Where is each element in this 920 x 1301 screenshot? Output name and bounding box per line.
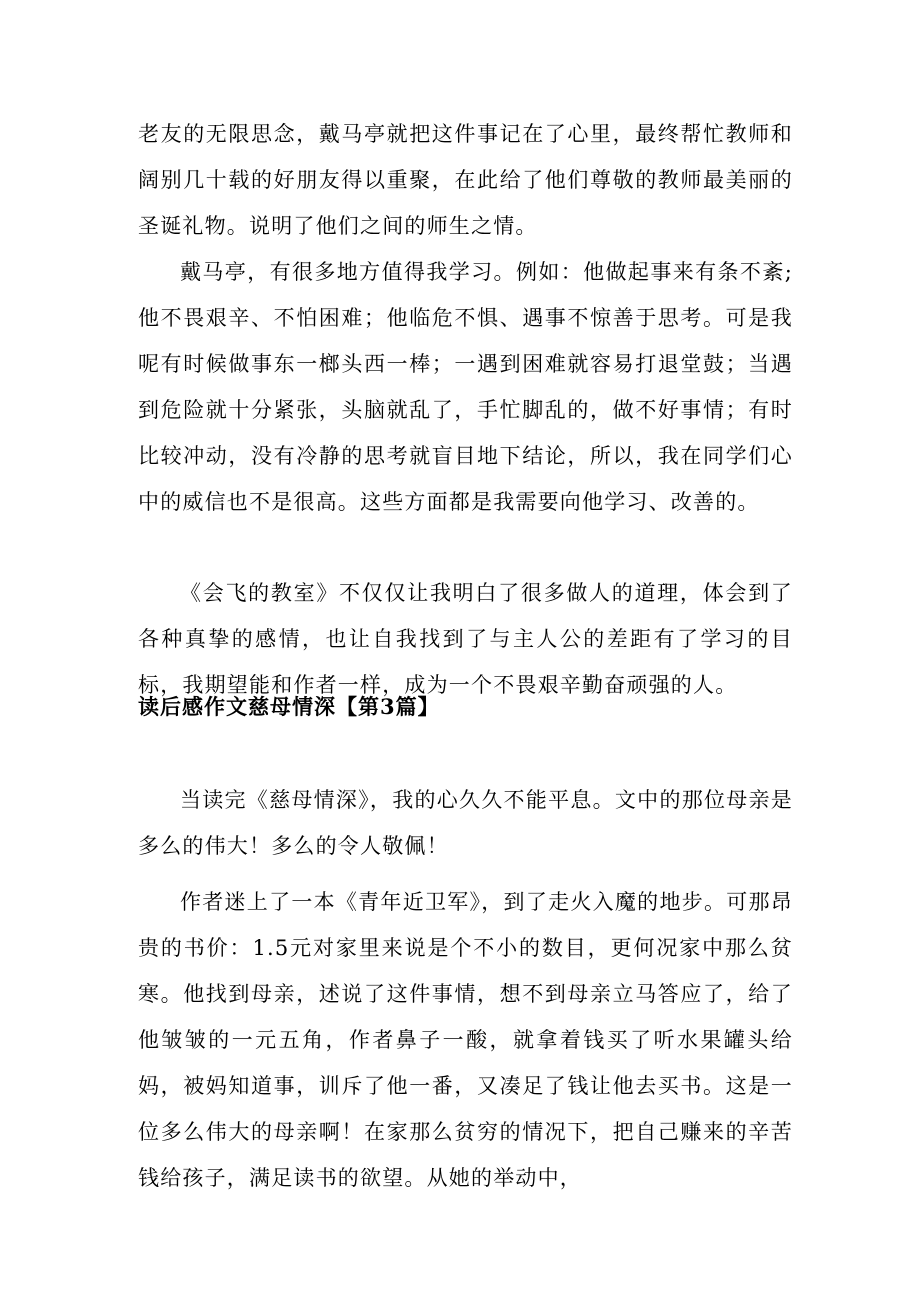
- section-heading: 读后感作文慈母情深【第3篇】: [138, 694, 440, 719]
- paragraph-flying-classroom-conclusion: 《会飞的教室》不仅仅让我明白了很多做人的道理，体会到了各种真挚的感情，也让自我找到了与主人公的差距有了学习的目标，我期望能和作者一样，成为一个不畏艰辛勤奋顽强的人。: [138, 581, 793, 697]
- paragraph-mother-story: 作者迷上了一本《青年近卫军》，到了走火入魔的地步。可那昂贵的书价：1.5元对家里来说是个不小的数目，更何况家中那么贫寒。他找到母亲，述说了这件事情，想不到母亲立马答应了，给了他皱皱的一元五角，作者鼻子一酸，就拿着钱买了听水果罐头给妈，被妈知道事，训斥了他一番，又凑足了钱让他去买书。这是一位多么伟大的母亲啊！在家那么贫穷的情况下，把自己赚来的辛苦钱给孩子，满足读书的欲望。从她的举动中，: [138, 890, 793, 1190]
- paragraph-mother-intro: 当读完《慈母情深》，我的心久久不能平息。文中的那位母亲是多么的伟大！多么的令人敬佩！: [138, 788, 793, 858]
- paragraph-daimating-lessons: 戴马亭，有很多地方值得我学习。例如：他做起事来有条不紊;他不畏艰辛、不怕困难；他临危不惧、遇事不惊善于思考。可是我呢有时候做事东一榔头西一棒；一遇到困难就容易打退堂鼓；当遇到危险就十分紧张，头脑就乱了，手忙脚乱的，做不好事情；有时比较冲动，没有冷静的思考就盲目地下结论，所以，我在同学们心中的威信也不是很高。这些方面都是我需要向他学习、改善的。: [138, 260, 793, 514]
- paragraph-continuation: 老友的无限思念，戴马亭就把这件事记在了心里，最终帮忙教师和阔别几十载的好朋友得以重聚，在此给了他们尊敬的教师最美丽的圣诞礼物。说明了他们之间的师生之情。: [138, 122, 793, 238]
